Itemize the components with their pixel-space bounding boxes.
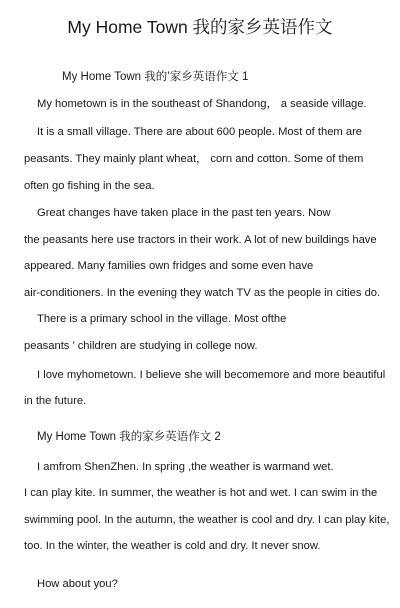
essay1-line: air-conditioners. In the evening they watch TV as the people in cities do. [24,287,381,299]
essay1-line: in the future. [24,395,87,407]
essay1-line: My hometown is in the southeast of Shandong， a seaside village. [37,98,367,110]
essay1-line: Great changes have taken place in the past ten years. Now [37,207,331,219]
essay2-heading: My Home Town 我的家乡英语作文 2 [37,431,221,443]
essay1-heading: My Home Town 我的’家乡英语作文 1 [62,71,249,83]
essay1-line: peasants ’ children are studying in college now. [24,340,258,352]
essay1-line: There is a primary school in the village. Most ofthe [37,313,287,325]
essay2-line: swimming pool. In the autumn, the weather is cool and dry. I can play kite, [24,514,390,526]
essay2-line: I can play kite. In summer, the weather is hot and wet. I can swim in the [24,487,378,499]
essay1-line: the peasants here use tractors in their work. A lot of new buildings have [24,234,377,246]
essay1-line: I love myhometown. I believe she will becomemore and more beautiful [37,369,386,381]
essay1-line: It is a small village. There are about 600 people. Most of them are [37,126,363,138]
essay2-line: How about you? [37,578,118,590]
essay1-line: peasants. They mainly plant wheat， corn and cotton. Some of them [24,153,364,165]
essay1-line: often go fishing in the sea. [24,180,155,192]
essay2-line: too. In the winter, the weather is cold and dry. It never snow. [24,540,321,552]
essay1-line: appeared. Many families own fridges and some even have [24,260,314,272]
essay2-line: I amfrom ShenZhen. In spring ,the weather is warmand wet. [37,461,334,473]
document-title: My Home Town 我的家乡英语作文 [67,17,333,37]
